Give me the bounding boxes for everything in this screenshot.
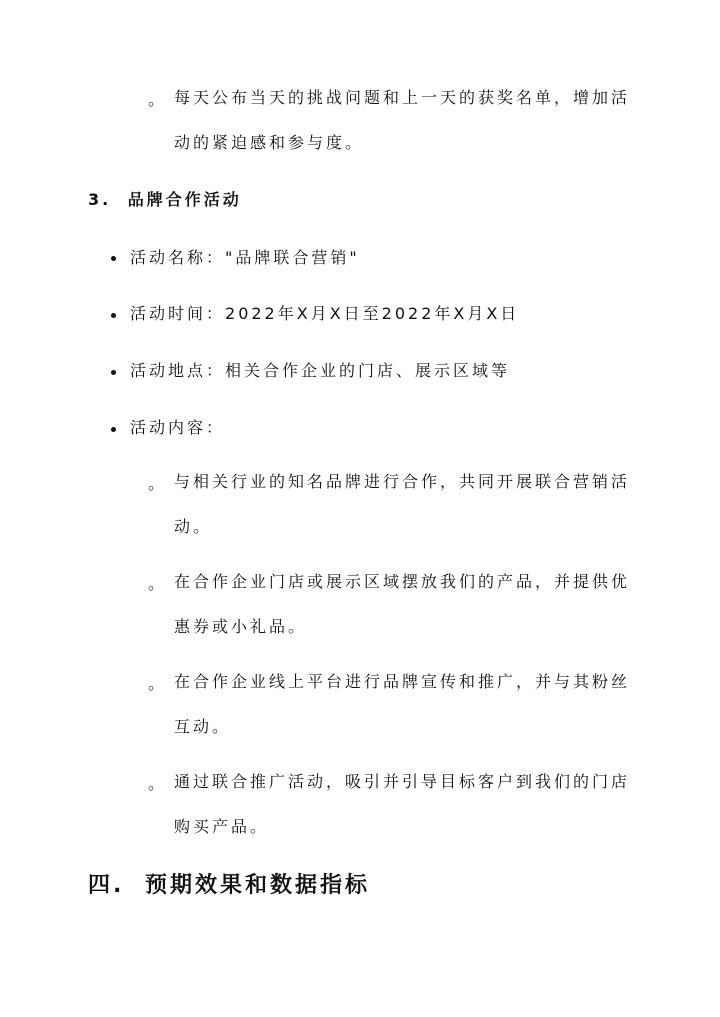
sub-item-marker: 。 (148, 674, 165, 693)
bullet-icon (111, 256, 116, 261)
section-heading (88, 190, 242, 210)
sub-item-text-line: 动的紧迫感和参与度。 (174, 133, 365, 152)
sub-item-text-line: 惠券或小礼品。 (174, 617, 308, 636)
chapter-number: 四. (88, 873, 125, 898)
sub-item-text-line: 与相关行业的知名品牌进行合作，共同开展联合营销活 (174, 472, 631, 491)
sub-item-text-line: 互动。 (174, 717, 232, 736)
section-number: 3. (88, 190, 112, 209)
sub-item-marker: 。 (148, 90, 165, 109)
chapter-title: 预期效果和数据指标 (145, 873, 371, 898)
bullet-label: 活动时间： (130, 304, 226, 323)
sub-item-text-line: 每天公布当天的挑战问题和上一天的获奖名单，增加活 (174, 88, 631, 107)
bullet-item (130, 304, 519, 324)
bullet-value: "品牌联合营销" (225, 248, 360, 267)
bullet-icon (111, 313, 116, 318)
sub-item-text-line: 动。 (174, 517, 213, 536)
sub-item-marker: 。 (148, 774, 165, 793)
sub-item-text-line: 在合作企业门店或展示区域摆放我们的产品，并提供优 (174, 572, 631, 591)
bullet-item (130, 418, 225, 438)
sub-item-marker: 。 (148, 574, 165, 593)
sub-item-text-line: 通过联合推广活动，吸引并引导目标客户到我们的门店 (174, 772, 631, 791)
bullet-value: 相关合作企业的门店、展示区域等 (225, 361, 511, 380)
bullet-label: 活动名称： (130, 248, 226, 267)
bullet-item (130, 248, 360, 268)
sub-item-marker: 。 (148, 474, 165, 493)
bullet-value: 2022年X月X日至2022年X月X日 (225, 304, 520, 323)
sub-item-text-line: 购买产品。 (174, 817, 270, 836)
bullet-label: 活动内容： (130, 418, 226, 437)
bullet-icon (111, 370, 116, 375)
chapter-heading (88, 872, 370, 900)
bullet-item (130, 361, 510, 381)
sub-item-text-line: 在合作企业线上平台进行品牌宣传和推广，并与其粉丝 (174, 672, 631, 691)
section-title: 品牌合作活动 (127, 190, 242, 209)
bullet-icon (111, 427, 116, 432)
bullet-label: 活动地点： (130, 361, 226, 380)
